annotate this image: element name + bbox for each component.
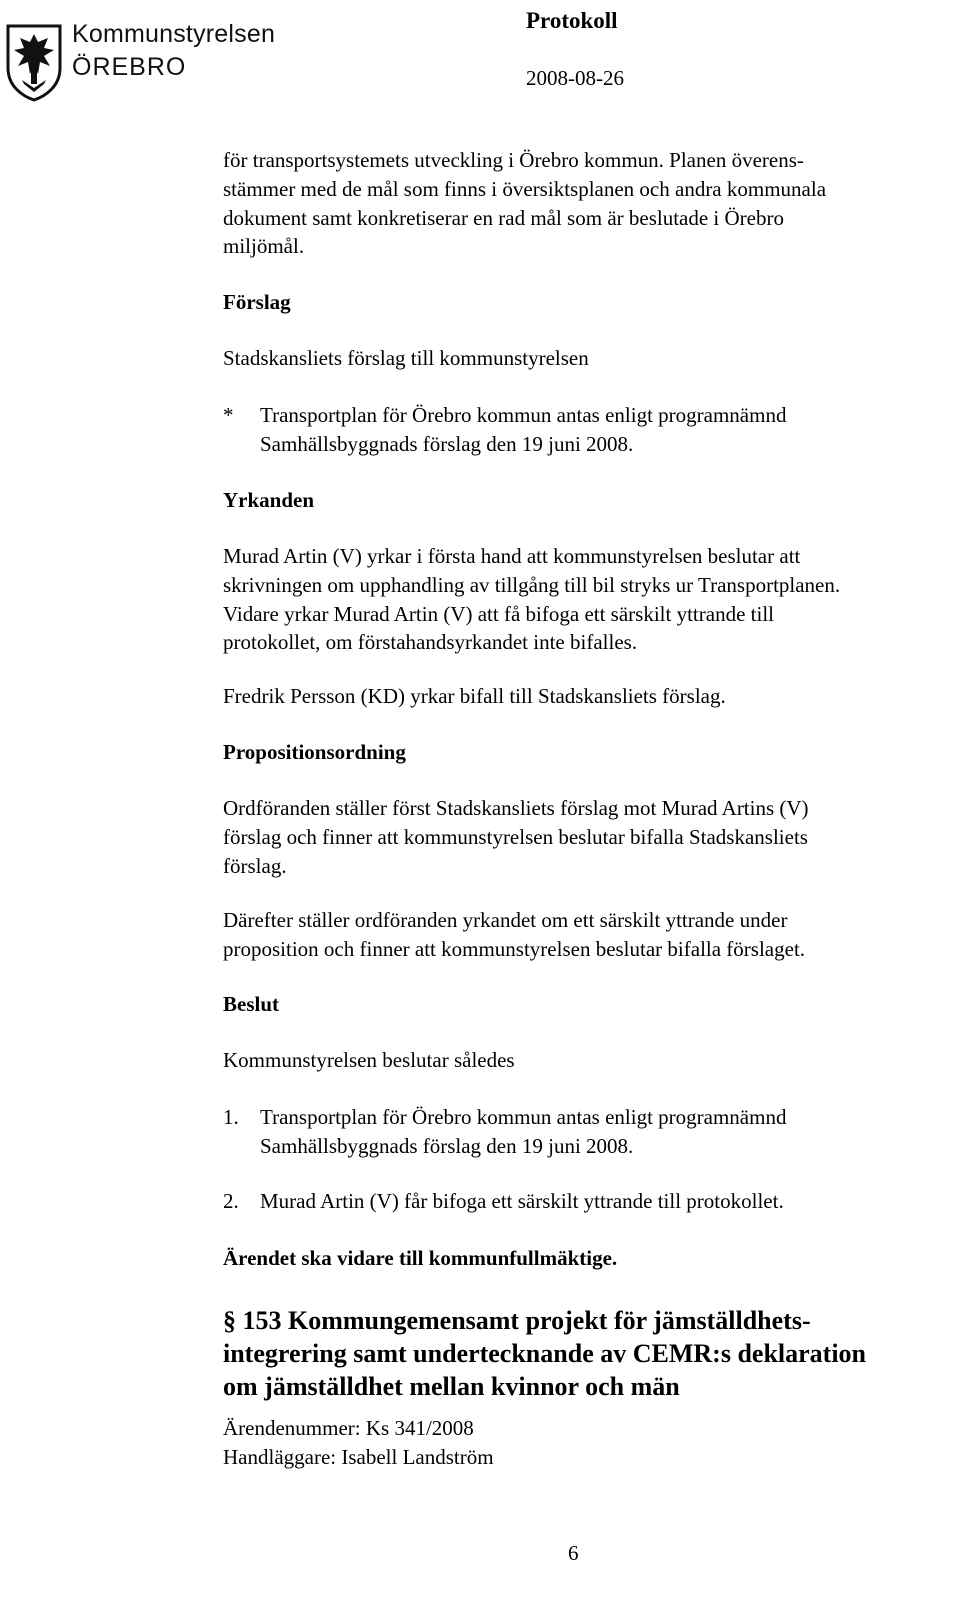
text-line: proposition och finner att kommunstyrelsen beslutar bifalla förslaget. [223,936,806,961]
page-number: 6 [568,1541,579,1565]
heading-beslut: Beslut [223,992,280,1016]
text-line: förslag. [223,853,287,878]
text-line: skrivningen om upphandling av tillgång till bil stryks ur Transportplanen. [223,572,841,597]
text-line: Vidare yrkar Murad Artin (V) att få bifoga ett särskilt yttrande till [223,601,774,626]
text-line: förslag och finner att kommunstyrelsen beslutar bifalla Stadskansliets [223,824,808,849]
text-line: Därefter ställer ordföranden yrkandet om ett särskilt yttrande under [223,908,788,932]
title-line: § 153 Kommungemensamt projekt för jämställdhets- [223,1306,811,1335]
text-line: miljömål. [223,234,305,259]
beslut-intro: Kommunstyrelsen beslutar således [223,1048,515,1072]
intro-paragraph [223,146,826,261]
text-line: Ordföranden ställer först Stadskansliets förslag mot Murad Artins (V) [223,796,809,820]
text-line: Samhällsbyggnads förslag den 19 juni 2008. [260,431,634,456]
case-metadata [223,1414,494,1472]
text-line: för transportsystemets utveckling i Örebro kommun. Planen överens- [223,148,804,172]
text-line: Samhällsbyggnads förslag den 19 juni 2008. [260,1133,634,1158]
text-line: Murad Artin (V) får bifoga ett särskilt yttrande till protokollet. [260,1189,784,1213]
proposition-paragraph-2 [223,906,805,964]
beslut-list-item [223,1103,943,1163]
text-line: Transportplan för Örebro kommun antas enligt programnämnd [260,403,787,427]
list-number: 2. [223,1189,239,1213]
heading-propositionsordning: Propositionsordning [223,740,406,764]
text-line: Murad Artin (V) yrkar i första hand att kommunstyrelsen beslutar att [223,544,801,568]
handlaggare: Handläggare: Isabell Landström [223,1444,494,1469]
text-line: dokument samt konkretiserar en rad mål som är beslutade i Örebro [223,205,784,230]
title-line: om jämställdhet mellan kvinnor och män [223,1372,680,1401]
yrkanden-paragraph [223,542,840,657]
text-line: Transportplan för Örebro kommun antas enligt programnämnd [260,1105,787,1129]
orebro-crest-icon [4,22,64,102]
heading-forslag: Förslag [223,290,291,314]
bullet-marker: * [223,403,234,427]
section-title [223,1304,866,1403]
forslag-text: Stadskansliets förslag till kommunstyrelsen [223,346,589,370]
forslag-list-item [223,401,943,461]
beslut-list-item [223,1187,943,1217]
document-date: 2008-08-26 [526,66,624,90]
proposition-paragraph-1 [223,794,809,880]
heading-yrkanden: Yrkanden [223,488,315,512]
text-line: protokollet, om förstahandsyrkandet inte bifalles. [223,630,638,655]
org-name: Kommunstyrelsen [72,20,276,48]
page-header [0,0,960,110]
org-city: ÖREBRO [72,53,187,81]
list-number: 1. [223,1105,239,1129]
title-line: integrering samt undertecknande av CEMR:s deklaration [223,1339,867,1368]
closing-statement: Ärendet ska vidare till kommunfullmäktige. [223,1246,618,1270]
yrkanden-paragraph-2: Fredrik Persson (KD) yrkar bifall till Stadskansliets förslag. [223,684,726,708]
document-type: Protokoll [526,8,618,33]
text-line: stämmer med de mål som finns i översiktsplanen och andra kommunala [223,176,827,201]
arendenummer: Ärendenummer: Ks 341/2008 [223,1416,474,1440]
